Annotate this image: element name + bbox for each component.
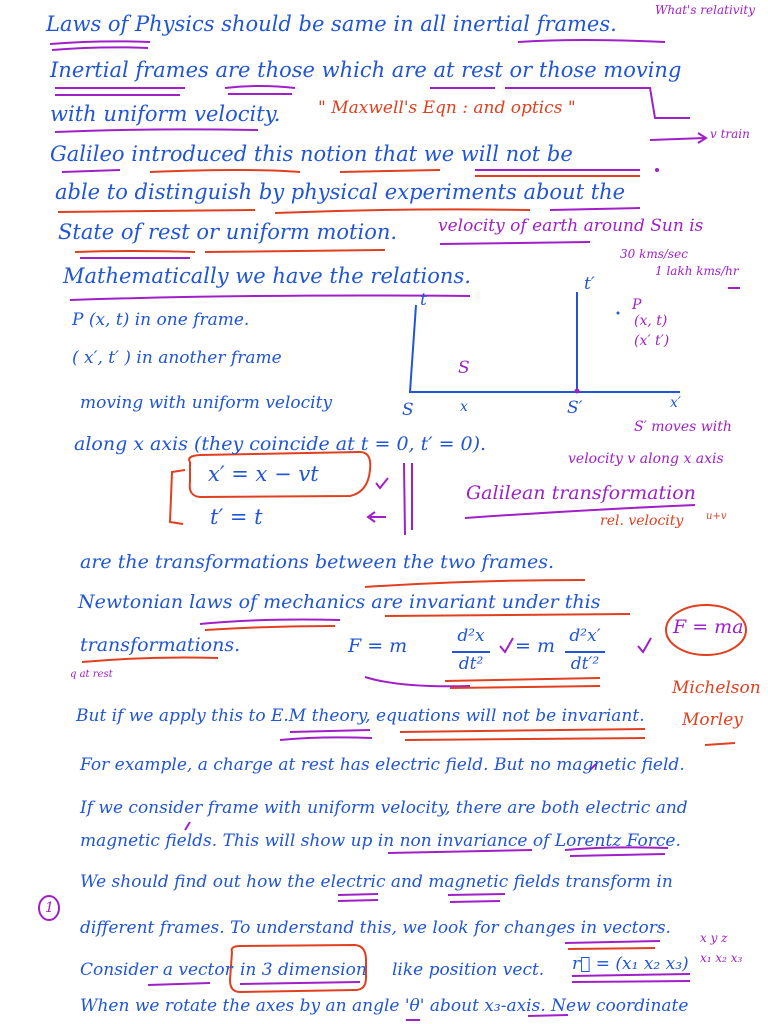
note-line-16: For example, a charge at rest has electric field. But no magnetic field.: [80, 755, 685, 775]
fraction-2-numerator: d²x′: [569, 626, 601, 646]
note-line-5: able to distinguish by physical experiments about the: [55, 180, 626, 204]
annotation-earth-speed-sec: 30 kms/sec: [620, 247, 688, 261]
equation-t-prime: t′ = t: [210, 505, 263, 529]
diagram-label-x: x: [460, 399, 468, 415]
note-line-3: with uniform velocity.: [50, 102, 281, 126]
diagram-label-x-prime: x′: [670, 395, 682, 411]
diagram-axis-t-left: t: [420, 290, 427, 310]
diagram-axis-t-right: t′: [584, 274, 595, 294]
note-line-21a: Consider a vector: [80, 960, 233, 980]
fraction-1-denominator: dt²: [458, 654, 484, 674]
diagram-point-p: P: [632, 297, 642, 313]
position-vector: r⃗ = (x₁ x₂ x₃): [572, 954, 689, 974]
note-line-6: State of rest or uniform motion.: [58, 220, 398, 244]
annotation-earth-speed-hr: 1 lakh kms/hr: [655, 264, 739, 278]
annotation-rel-velocity: rel. velocity: [600, 513, 684, 529]
annotation-circled-number: 1: [45, 900, 54, 916]
note-line-22: When we rotate the axes by an angle 'θ' about x₃-axis. New coordinate: [80, 996, 689, 1016]
note-line-15: But if we apply this to E.M theory, equations will not be invariant.: [76, 706, 645, 726]
note-line-18: magnetic fields. This will show up in non invariance of Lorentz Force.: [80, 831, 681, 851]
note-line-4: Galileo introduced this notion that we will not be: [50, 142, 573, 166]
annotation-x123: x₁ x₂ x₃: [700, 951, 743, 965]
annotation-galilean-transformation: Galilean transformation: [466, 482, 696, 504]
note-line-21b: like position vect.: [392, 960, 545, 980]
annotation-s-prime-moves: S′ moves with: [634, 419, 732, 435]
annotation-q-at-rest: q at rest: [70, 669, 113, 680]
annotation-xyz: x y z: [700, 931, 728, 945]
equation-x-prime: x′ = x − vt: [208, 462, 319, 486]
note-line-20: different frames. To understand this, we look for changes in vectors.: [80, 918, 671, 938]
note-line-2: Inertial frames are those which are at rest or those moving: [50, 58, 682, 82]
fraction-1-numerator: d²x: [457, 626, 485, 646]
diagram-label-s-prime: S′: [567, 398, 583, 418]
force-equals: = m: [515, 635, 555, 657]
annotation-what-is-relativity: What's relativity: [655, 3, 756, 17]
annotation-earth-velocity: velocity of earth around Sun is: [438, 216, 704, 236]
note-line-21-boxed: in 3 dimension: [240, 960, 367, 980]
annotation-velocity-along-x: velocity v along x axis: [568, 451, 724, 467]
annotation-u-plus-v: u+v: [706, 511, 727, 522]
annotation-morley: Morley: [682, 710, 743, 730]
note-line-7: Mathematically we have the relations.: [63, 264, 471, 288]
diagram-point-xt: (x, t): [634, 313, 668, 329]
diagram-label-s-origin: S: [402, 400, 414, 420]
fraction-2-denominator: dt′²: [570, 654, 600, 674]
note-line-8: P (x, t) in one frame.: [72, 310, 250, 330]
note-line-11: along x axis (they coincide at t = 0, t′ = 0).: [74, 433, 487, 455]
annotation-michelson: Michelson: [672, 678, 761, 698]
note-line-13: Newtonian laws of mechanics are invariant under this: [78, 591, 601, 613]
diagram-point-xt-prime: (x′ t′): [634, 333, 670, 349]
force-lhs: F = m: [348, 635, 408, 657]
note-line-17: If we consider frame with uniform velocity, there are both electric and: [80, 798, 688, 818]
annotation-v-train: v train: [710, 127, 750, 141]
annotation-f-ma: F = ma: [673, 616, 744, 638]
note-line-12: are the transformations between the two frames.: [80, 551, 555, 573]
note-line-10: moving with uniform velocity: [80, 393, 333, 413]
note-line-9: ( x′, t′ ) in another frame: [72, 348, 282, 368]
diagram-label-s-inside: S: [458, 358, 470, 378]
note-line-19: We should find out how the electric and magnetic fields transform in: [80, 872, 673, 892]
note-line-14: transformations.: [80, 634, 241, 656]
note-line-1: Laws of Physics should be same in all inertial frames.: [46, 12, 617, 36]
annotation-maxwell-quote: " Maxwell's Eqn : and optics ": [318, 98, 576, 118]
